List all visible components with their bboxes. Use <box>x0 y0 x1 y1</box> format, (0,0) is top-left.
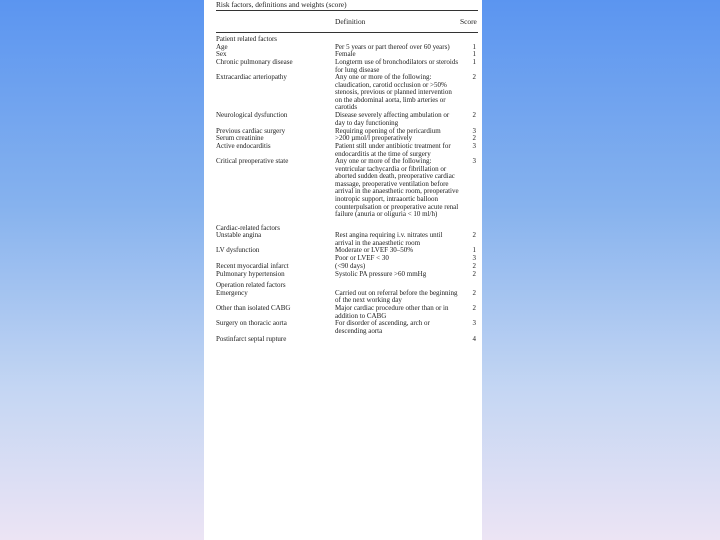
table-row <box>216 158 478 218</box>
score-cell: 3 <box>472 141 476 150</box>
score-cell: 3 <box>472 254 476 263</box>
header-definition: Definition <box>335 17 366 26</box>
definition-cell: Female <box>335 50 356 59</box>
definition-cell: For disorder of ascending, arch or descending aorta <box>335 319 430 335</box>
section-heading: Patient related factors <box>216 35 278 43</box>
score-cell: 1 <box>472 246 476 255</box>
definition-cell: Any one or more of the following: claudication, carotid occlusion or >50% stenosis, previous or planned intervention on the abdominal aorta, limb arteries or carotids <box>335 73 452 112</box>
factor-cell: Unstable angina <box>216 231 262 240</box>
table-row <box>216 74 478 112</box>
table-row <box>216 271 478 279</box>
score-cell: 2 <box>472 261 476 270</box>
factor-cell: Serum creatinine <box>216 134 264 143</box>
factor-cell: Chronic pulmonary disease <box>216 58 293 67</box>
score-cell: 2 <box>472 111 476 120</box>
definition-cell: Patient still under antibiotic treatment for endocarditis at the time of surgery <box>335 141 451 158</box>
definition-cell: Carried out on referral before the beginning of the next working day <box>335 288 458 305</box>
table-row <box>216 336 478 344</box>
factor-cell: Extracardiac arteriopathy <box>216 73 287 82</box>
definition-cell <box>335 336 460 344</box>
score-cell: 1 <box>472 58 476 67</box>
table-row <box>216 112 478 127</box>
definition-cell: >200 µmol/l preoperatively <box>335 134 413 143</box>
score-cell: 2 <box>472 231 476 240</box>
factor-cell: LV dysfunction <box>216 246 260 255</box>
score-cell: 3 <box>472 126 476 135</box>
score-cell: 2 <box>472 269 476 278</box>
score-cell: 3 <box>472 157 476 166</box>
definition-cell: Systolic PA pressure >60 mmHg <box>335 269 427 278</box>
definition-cell: Requiring opening of the pericardium <box>335 126 441 135</box>
factor-cell: Emergency <box>216 288 248 297</box>
factor-cell: Previous cardiac surgery <box>216 126 286 135</box>
score-cell: 1 <box>472 50 476 59</box>
definition-cell: Rest angina requiring i.v. nitrates until arrival in the anaesthetic room <box>335 231 443 247</box>
definition-cell: Disease severely affecting ambulation or day to day functioning <box>335 111 450 127</box>
table-row <box>216 59 478 74</box>
factor-cell: Critical preoperative state <box>216 157 289 166</box>
table-row <box>216 305 478 320</box>
definition-cell: Major cardiac procedure other than or in addition to CABG <box>335 304 449 320</box>
definition-cell: (<90 days) <box>335 261 366 270</box>
table-body <box>216 33 478 343</box>
factor-cell: Neurological dysfunction <box>216 111 288 120</box>
header-score: Score <box>460 17 477 26</box>
factor-cell: Sex <box>216 50 227 59</box>
table-row <box>216 232 478 247</box>
factor-cell: Other than isolated CABG <box>216 304 291 313</box>
header-factor-cell <box>216 18 333 26</box>
definition-cell: Moderate or LVEF 30–50% <box>335 246 414 255</box>
factor-cell: Active endocarditis <box>216 141 271 150</box>
score-cell: 3 <box>472 319 476 328</box>
factor-cell: Age <box>216 42 228 51</box>
factor-cell: Recent myocardial infarct <box>216 261 289 270</box>
definition-cell: Longterm use of bronchodilators or steroids for lung disease <box>335 58 459 74</box>
score-cell: 2 <box>472 288 476 297</box>
factor-cell: Surgery on thoracic aorta <box>216 319 287 328</box>
factor-cell: Postinfarct septal rupture <box>216 334 287 343</box>
definition-cell: Poor or LVEF < 30 <box>335 254 389 263</box>
definition-cell: Any one or more of the following: ventricular tachycardia or fibrillation or aborted sudden death, preoperative cardiac massage, preoperative ventilation before arrival in the anaesthetic room, preoperative inotropic support, intraaortic balloon counterpulsation or preoperative acute renal failure (anuria or oliguria < 10 ml/h) <box>335 157 459 219</box>
risk-factor-table-page <box>204 0 482 540</box>
score-cell: 2 <box>472 73 476 82</box>
table-title: Risk factors, definitions and weights (score) <box>216 0 347 9</box>
definition-cell: Per 5 years or part thereof over 60 years) <box>335 42 450 51</box>
table-header-row <box>216 11 478 32</box>
table-row <box>216 143 478 158</box>
score-cell: 4 <box>472 334 476 343</box>
table-row <box>216 320 478 335</box>
section-heading: Operation related factors <box>216 281 286 290</box>
section-heading: Cardiac-related factors <box>216 223 280 232</box>
score-cell: 2 <box>472 304 476 313</box>
factor-cell: Pulmonary hypertension <box>216 269 285 278</box>
score-cell: 1 <box>472 42 476 51</box>
score-cell: 2 <box>472 134 476 143</box>
table-row <box>216 290 478 305</box>
